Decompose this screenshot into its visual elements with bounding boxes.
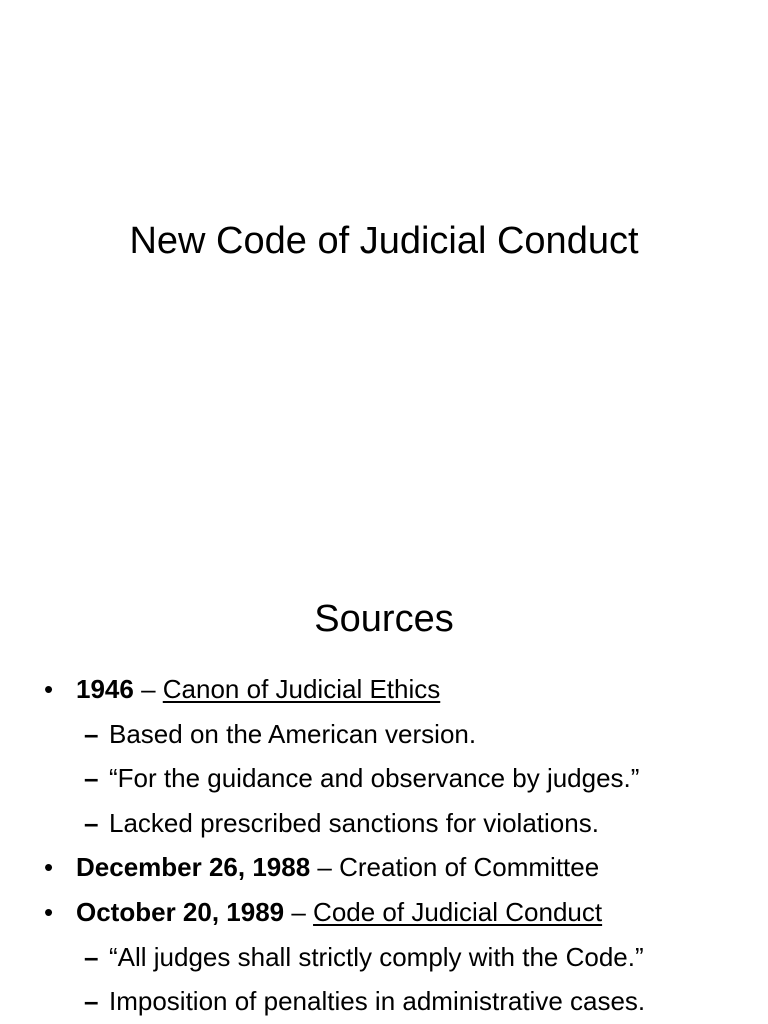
item-date: December 26, 1988	[76, 852, 311, 882]
dash-icon: –	[84, 763, 99, 793]
sub-item-text: “All judges shall strictly comply with the Code.”	[109, 942, 644, 972]
dash-icon: –	[84, 719, 99, 749]
sub-item-text: Based on the American version.	[109, 719, 477, 749]
item-separator: –	[310, 852, 340, 882]
dash-icon: –	[84, 942, 99, 972]
sub-item-text: Lacked prescribed sanctions for violations.	[109, 808, 599, 838]
sub-item-text: Imposition of penalties in administrative cases.	[109, 986, 646, 1016]
item-separator: –	[133, 674, 163, 704]
sources-heading: Sources	[314, 598, 454, 640]
bullet-icon: •	[44, 897, 54, 927]
dash-icon: –	[84, 808, 99, 838]
item-title: Code of Judicial Conduct	[313, 897, 603, 927]
sub-item-text: “For the guidance and observance by judges.”	[109, 763, 640, 793]
item-title: Canon of Judicial Ethics	[162, 674, 441, 704]
item-separator: –	[284, 897, 314, 927]
bullet-icon: •	[44, 852, 54, 882]
item-title: Creation of Committee	[339, 852, 600, 882]
dash-icon: –	[84, 986, 99, 1016]
item-date: October 20, 1989	[76, 897, 285, 927]
bullet-icon: •	[44, 674, 54, 704]
item-date: 1946	[76, 674, 134, 704]
slide-sources	[0, 576, 768, 1024]
slide-title-heading: New Code of Judicial Conduct	[129, 220, 639, 262]
